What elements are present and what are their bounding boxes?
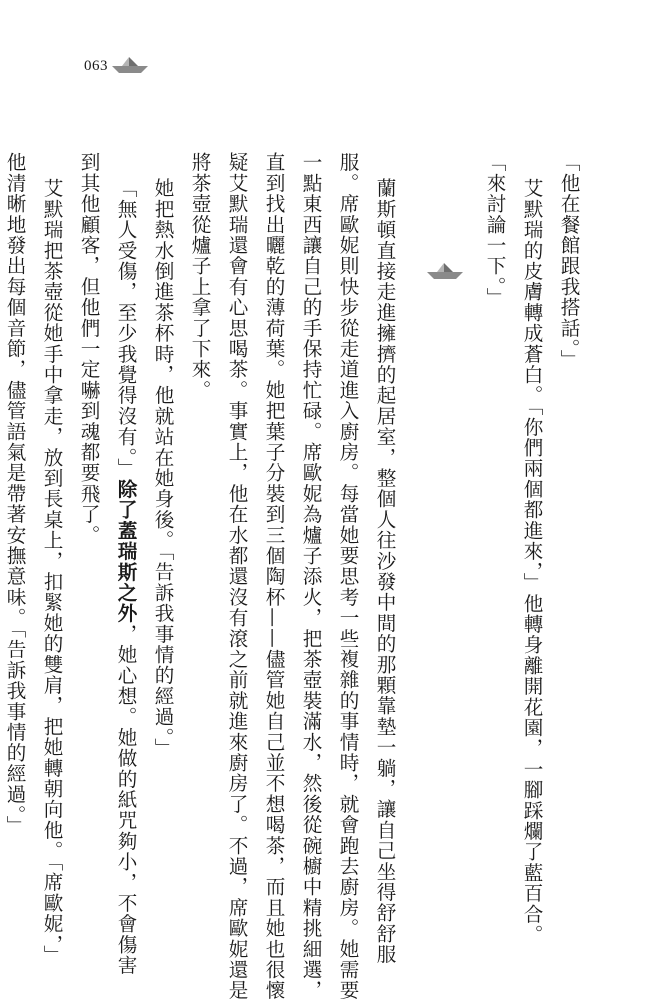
text-column-12: 到其他顧客，但他們一定嚇到魂都要飛了。 [77,152,100,546]
text-column-11 [113,178,138,976]
text-column-6: 一點東西讓自己的手保持忙碌。席歐妮為爐子添火，把茶壺裝滿水，然後從碗櫥中精挑細選， [299,152,322,1001]
text-column-2: 艾默瑞的皮膚轉成蒼白。「你們兩個都進來，」他轉身離開花園，一腳踩爛了藍百合。 [520,178,543,945]
emphasized-thought: 除了蓋瑞斯之外 [114,478,137,624]
page-number: 063 [84,58,108,74]
text-column-7: 直到找出曬乾的薄荷葉。她把葉子分裝到三個陶杯——儘管她自己並不想喝茶，而且她也很懷 [262,152,285,1001]
text-column-5: 服。席歐妮則快步從走道進入廚房。每當她要思考一些複雜的事情時，就會跑去廚房。她需要 [336,152,359,1001]
text-column-9: 將茶壺從爐子上拿了下來。 [188,152,211,401]
text-column-4: 蘭斯頓直接走進擁擠的起居室，整個人往沙發中間的那顆靠墊一躺，讓自己坐得舒舒服 [373,178,396,965]
text-column-14: 他清晰地發出每個音節，儘管語氣是帶著安撫意味。「告訴我事情的經過。」 [3,152,26,837]
text-column-3: 「來討論一下。」 [483,152,506,308]
paper-boat-icon [112,56,148,74]
quote-text: 「無人受傷，至少我覺得沒有。」 [114,178,137,479]
text-column-1: 「他在餐館跟我搭話。」 [557,152,580,370]
text-column-10: 她把熱水倒進茶杯時，他就站在她身後。「告訴我事情的經過。」 [151,178,174,759]
section-break-paper-boat-icon [427,262,463,280]
text-column-8: 疑艾默瑞還會有心思喝茶。事實上，他在水都還沒有滾之前就進來廚房了。不過，席歐妮還是 [225,152,248,1001]
continued-text: ，她心想。她做的紙咒夠小，不會傷害 [114,623,137,976]
text-column-13: 艾默瑞把茶壺從她手中拿走，放到長桌上，扣緊她的雙肩，把她轉朝向他。「席歐妮，」 [40,178,63,966]
